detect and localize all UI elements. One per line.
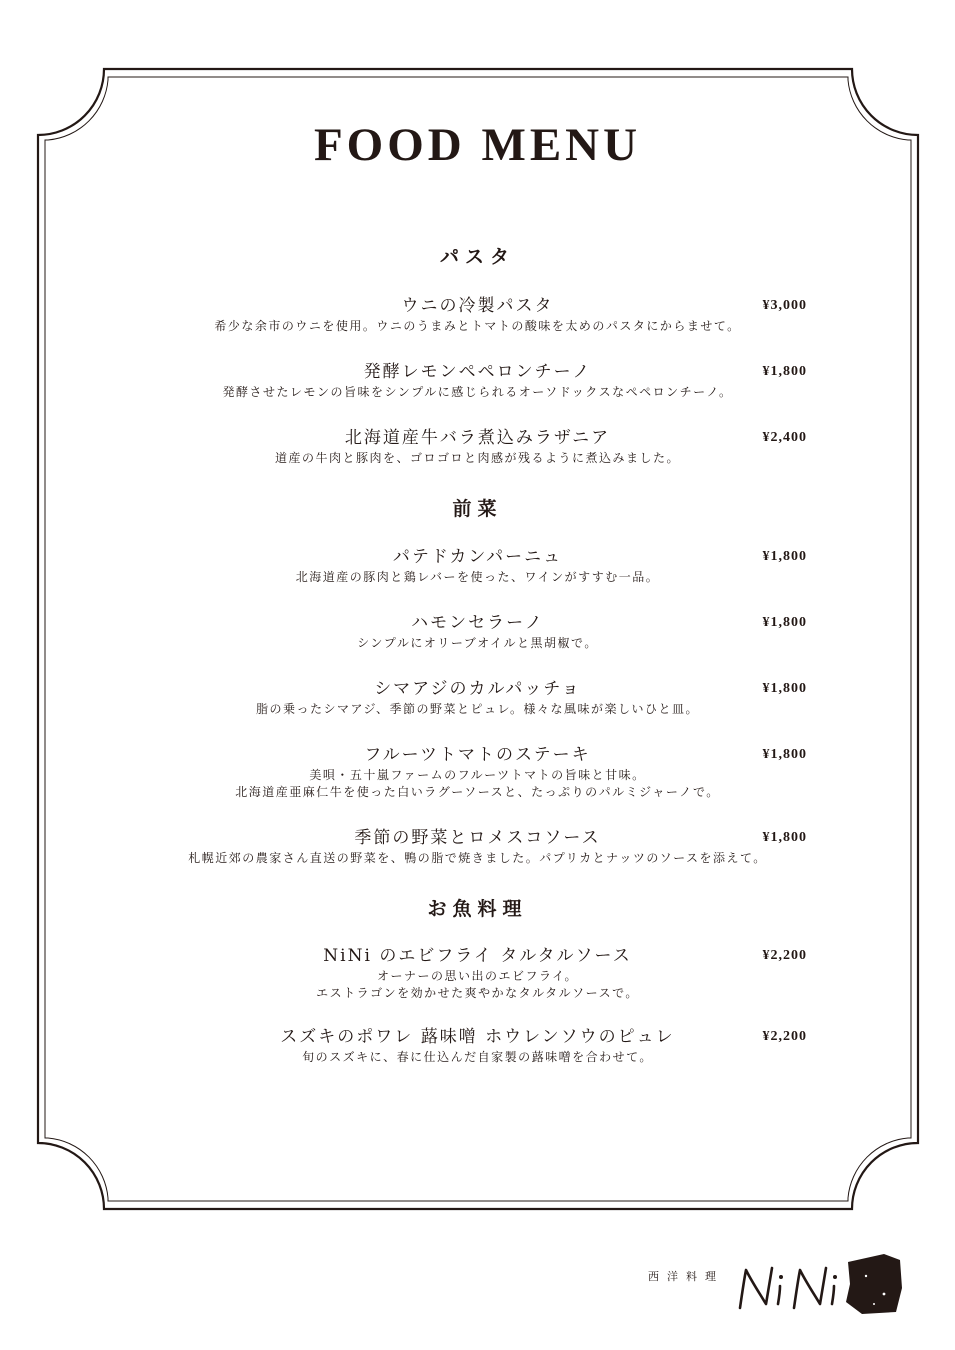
section-fish — [0, 894, 955, 921]
item-name: シマアジのカルパッチョ — [374, 679, 581, 699]
section-title: パスタ — [439, 246, 515, 268]
item-description: エストラゴンを効かせた爽やかなタルタルソースで。 — [316, 986, 639, 1000]
item-description: 脂の乗ったシマアジ、季節の野菜とピュレ。様々な風味が楽しいひと皿。 — [255, 702, 700, 716]
item-description: 希少な余市のウニを使用。ウニのうまみとトマトの酸味を太めのパスタにからませて。 — [214, 319, 741, 333]
item-price: ¥1,800 — [762, 364, 807, 379]
item-name: スズキのポワレ 蕗味噌 ホウレンソウのピュレ — [280, 1027, 675, 1047]
item-name: ウニの冷製パスタ — [401, 296, 554, 316]
item-name: NiNi のエビフライ タルタルソース — [323, 946, 632, 966]
section-appetizers — [0, 494, 955, 521]
section-title: お魚料理 — [427, 898, 528, 920]
item-description: 道産の牛肉と豚肉を、ゴロゴロと肉感が残るように煮込みました。 — [274, 451, 680, 465]
item-price: ¥1,800 — [762, 747, 807, 762]
nini-logo — [734, 1250, 904, 1316]
item-price: ¥2,200 — [762, 1029, 807, 1044]
item-price: ¥2,400 — [762, 430, 807, 445]
item-price: ¥1,800 — [762, 681, 807, 696]
section-pasta — [0, 242, 955, 269]
item-description: 旬のスズキに、春に仕込んだ自家製の蕗味噌を合わせて。 — [302, 1050, 653, 1064]
item-name: 季節の野菜とロメスコソース — [354, 828, 601, 848]
item-price: ¥1,800 — [762, 830, 807, 845]
item-name: 発酵レモンペペロンチーノ — [363, 362, 592, 382]
item-description: 北海道産亜麻仁牛を使った白いラグーソースと、たっぷりのパルミジャーノで。 — [235, 785, 720, 799]
page-title: FOOD MENU — [313, 119, 642, 171]
item-description: シンプルにオリーブオイルと黒胡椒で。 — [357, 636, 598, 650]
item-description: オーナーの思い出のエビフライ。 — [376, 969, 579, 983]
item-price: ¥3,000 — [762, 298, 807, 313]
section-title: 前菜 — [452, 498, 503, 520]
item-description: 美唄・五十嵐ファームのフルーツトマトの旨味と甘味。 — [309, 768, 646, 782]
item-description: 札幌近郊の農家さん直送の野菜を、鴨の脂で焼きました。パプリカとナッツのソースを添えて。 — [188, 851, 767, 865]
item-name: 北海道産牛バラ煮込みラザニア — [344, 428, 611, 448]
item-price: ¥1,800 — [762, 615, 807, 630]
item-name: フルーツトマトのステーキ — [364, 745, 591, 765]
footer-label: 西洋料理 — [648, 1270, 724, 1283]
item-description: 北海道産の豚肉と鶏レバーを使った、ワインがすすむ一品。 — [295, 570, 660, 584]
item-description: 発酵させたレモンの旨味をシンプルに感じられるオーソドックスなペペロンチーノ。 — [222, 385, 733, 399]
item-price: ¥1,800 — [762, 549, 807, 564]
item-price: ¥2,200 — [762, 948, 807, 963]
item-name: パテドカンパーニュ — [392, 547, 563, 567]
item-name: ハモンセラーノ — [411, 613, 544, 633]
